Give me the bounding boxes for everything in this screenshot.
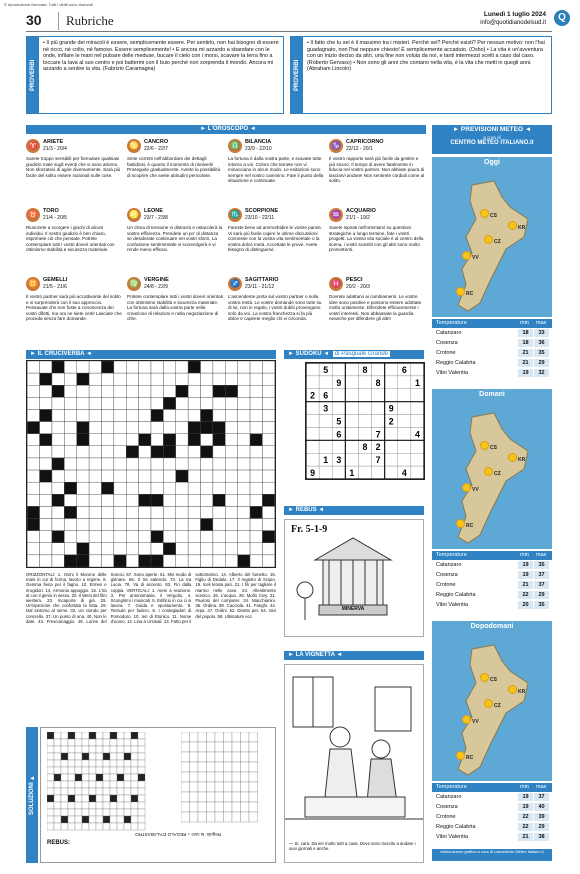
max-temp: 29 (534, 591, 549, 599)
city-name: Crotone (436, 582, 456, 588)
min-temp: 19 (518, 561, 533, 569)
sudoku-cell[interactable] (332, 466, 345, 479)
sudoku-cell[interactable] (306, 363, 319, 376)
sun-icon (508, 685, 517, 694)
sudoku-cell[interactable] (385, 427, 398, 440)
temperature-row (432, 571, 552, 580)
map-city-code: CZ (494, 239, 501, 245)
temperature-row (432, 793, 552, 802)
proverbi-left-text: • Il più grande dei miracoli è essere, semplicemente essere. Per sentirlo, non hai bisogno di essere né ricco, né colto, né famoso. Essere semplicemente! • E ancora mi azzardo a sbandare con le onde, infilare le mani nel pulsare delle meduse, bucare il cielo con i morsi, scavare la terra fino a toccare la lava al suo centro e poi battermi con il buio perché non sorprenda il mondo. Ancora mi azzardo a sentire la vita. (Fabrizio Caramagna) (43, 40, 279, 73)
map-city-code: RC (466, 291, 474, 297)
city-name: Reggio Calabria (436, 592, 476, 598)
sudoku-cell[interactable] (398, 389, 411, 402)
city-name: Vibo Valentia (436, 370, 468, 376)
max-temp: 37 (534, 571, 549, 579)
map-city-code: VV (472, 719, 479, 725)
temperature-row (432, 803, 552, 812)
map-city-code: RC (466, 755, 474, 761)
sudoku-header (284, 350, 424, 359)
temperature-table-header (432, 319, 552, 328)
max-temp: 35 (534, 561, 549, 569)
sign-name: CAPRICORNO (346, 139, 384, 145)
max-temp: 37 (534, 793, 549, 801)
sign-name: LEONE (144, 208, 163, 214)
min-temp: 19 (518, 571, 533, 579)
sign-name: VERGINE (144, 277, 169, 283)
sudoku-cell[interactable] (332, 389, 345, 402)
sign-name: TORO (43, 208, 59, 214)
rebus-drawing (285, 520, 423, 636)
max-temp: 29 (534, 359, 549, 367)
meteo-day-label: Dopodomani (470, 623, 514, 630)
sudoku-cell[interactable] (345, 427, 358, 440)
oroscopo-header: ► L'OROSCOPO ◄ (26, 125, 426, 134)
sudoku-given: 5 (336, 416, 342, 427)
sudoku-cell[interactable] (411, 363, 424, 376)
sudoku-given: 4 (401, 467, 407, 478)
sign-name: PESCI (346, 277, 363, 283)
proverbi-label: PROVERBI (27, 37, 39, 113)
sudoku-cell[interactable] (385, 363, 398, 376)
sudoku-cell[interactable] (372, 363, 385, 376)
min-temp: 22 (518, 823, 533, 831)
sign-forecast: L'ascendente porta sul vostro partner o sulla vostra metà. Le vostre domande sono tutte su di lui, non in regalo, i vostri dubbi provengono solo da voi. La vostra franchezza si fa più dolce e capirete meglio chi vi circonda. (228, 294, 322, 321)
min-temp: 18 (518, 339, 533, 347)
section-title: Rubriche (66, 13, 114, 28)
sign-dates: 21/5 - 21/6 (43, 284, 67, 290)
proverbi-label: PROVERBI (291, 37, 303, 113)
sun-icon (484, 699, 493, 708)
copyright-notice: © riproduzione riservata. Tutti i diritti sono riservati (4, 2, 93, 7)
sign-forecast: Un clima di tensione vi distrarrà e ostacolerà la vostra efficienza. Prendete un po' di distanza se desiderate continuare nei vostri sforzi. La confusione sentimentale vi sconvolgerà e vi rende meno efficaci. (127, 225, 223, 252)
sudoku-given: 8 (362, 364, 368, 375)
map-city-code: KR (518, 689, 526, 695)
sudoku-cell[interactable] (411, 453, 424, 466)
map-city-code: KR (518, 225, 526, 231)
sign-name: SCORPIONE (245, 208, 279, 214)
city-name: Cosenza (436, 340, 458, 346)
sudoku-given: 9 (388, 403, 394, 414)
min-temp: 19 (518, 803, 533, 811)
rebus-caption: MINERVA (341, 606, 365, 612)
rebus-solution-label: REBUS: (47, 840, 71, 846)
sudoku-cell[interactable] (358, 415, 371, 428)
meteo-panel (432, 125, 552, 861)
sun-icon (484, 235, 493, 244)
cartoon-drawing (285, 667, 423, 837)
sudoku-cell[interactable] (372, 389, 385, 402)
cartoon-caption: — Si, cara. Da ieri molto tutti a casa. Dove sono riuscito a andare i suoi giornali e anche. (289, 841, 416, 852)
city-name: Cosenza (436, 572, 458, 578)
sign-forecast: Riuscirete a scorgere i giochi di alcuni individui. Il vostro giudizio è ben chiaro, esprimete ciò che pensate. Potrete contemplare tutti i vostri doveri orientati con ottimismo stabilità e sicurezza materiale. (26, 225, 115, 252)
sun-icon (508, 221, 517, 230)
sign-dates: 24/8 - 22/9 (144, 284, 168, 290)
map-city-code: VV (472, 487, 479, 493)
map-city-code: CS (490, 677, 497, 683)
issue-date (480, 11, 546, 27)
sun-icon (462, 251, 471, 260)
sudoku-cell[interactable] (358, 427, 371, 440)
date-text: Lunedì 1 luglio 2024 (483, 11, 546, 18)
max-temp: 36 (534, 339, 549, 347)
temperature-row (432, 823, 552, 832)
header-divider (58, 12, 59, 30)
sudoku-cell[interactable] (306, 376, 319, 389)
sign-forecast: Siete corretti nell'abbordare dei dettagli fastidiosi, è quanto il momento di risolverli! Proseguite gradualmente. Avrete la possibilità di scoprire che avete abitudini pericolose. (127, 156, 221, 178)
sudoku-cell[interactable] (372, 415, 385, 428)
vignetta-header: ► LA VIGNETTA ◄ (284, 651, 424, 660)
ram-icon: ♈ (26, 139, 40, 153)
sudoku-cell[interactable] (345, 389, 358, 402)
city-name: Vibo Valentia (436, 602, 468, 608)
sudoku-cell[interactable] (345, 453, 358, 466)
sign-name: SAGITTARIO (245, 277, 279, 283)
sudoku-cell[interactable] (372, 466, 385, 479)
sudoku-given: 2 (388, 416, 394, 427)
email-link[interactable]: info@quotidianodelsud.it (480, 20, 546, 26)
temperature-row (432, 833, 552, 842)
lion-icon: ♌ (127, 208, 141, 222)
sudoku-given: 1 (414, 377, 420, 388)
scales-icon: ♎ (228, 139, 242, 153)
temperature-row (432, 561, 552, 570)
city-name: Crotone (436, 350, 456, 356)
sudoku-cell[interactable] (345, 376, 358, 389)
sudoku-cell[interactable] (385, 389, 398, 402)
min-temp: 21 (518, 581, 533, 589)
max-label: max (536, 784, 547, 790)
temperature-row (432, 339, 552, 348)
meteo-map-0 (432, 157, 552, 317)
cruciverba-header: ► IL CRUCIVERBA ◄ (26, 350, 276, 359)
sign-forecast: La fortuna è dalla vostra parte, e scavate tutte intorno a voi. Coloro che temete non vi minacciano in alcun modo. Le esitazioni sono sempre nel vostro cammino. Fate il punto della situazione e continuate. (228, 156, 324, 183)
sudoku-given: 8 (375, 377, 381, 388)
min-temp: 22 (518, 591, 533, 599)
max-temp: 35 (534, 349, 549, 357)
sudoku-cell[interactable] (372, 402, 385, 415)
map-city-code: KR (518, 457, 526, 463)
sudoku-cell[interactable] (332, 440, 345, 453)
proverbi-box-right (290, 36, 552, 114)
sudoku-cell[interactable] (411, 466, 424, 479)
sudoku-given: 6 (401, 364, 407, 375)
min-label: min (520, 552, 529, 558)
temperature-row (432, 591, 552, 600)
sudoku-given: 7 (375, 455, 381, 466)
sudoku-cell[interactable] (398, 453, 411, 466)
rebus-solution-text: Regalo: la raro = REGALO D'ALABASTRO (135, 832, 221, 837)
max-temp: 40 (534, 803, 549, 811)
sudoku-cell[interactable] (411, 415, 424, 428)
sign-forecast: Il vostro partner sarà più accattivante del solito e vi sorprenderà con il suo approccio. Pensavate che non foste a conoscenza dei vostri difetti, ma ora ne siete certi! Lasciate che proceda senza fare domande. (26, 294, 122, 321)
sudoku-cell[interactable] (358, 402, 371, 415)
sun-icon (456, 751, 465, 760)
min-temp: 21 (518, 833, 533, 841)
temperature-label: Temperature (436, 320, 467, 326)
meteo-footer: elaborazione grafica a cura di Laboratorio Meteo Italiano.it (432, 849, 552, 861)
sun-icon (456, 519, 465, 528)
sudoku-cell[interactable] (385, 466, 398, 479)
max-temp: 32 (534, 369, 549, 377)
twins-icon: ♊ (26, 277, 40, 291)
newspaper-logo-icon: Q (554, 10, 570, 26)
sudoku-given: 9 (310, 467, 316, 478)
sun-icon (456, 287, 465, 296)
sudoku-cell[interactable] (306, 453, 319, 466)
proverbi-box-left (26, 36, 284, 114)
sign-dates: 23/9 - 22/10 (245, 146, 272, 152)
sudoku-author: di Pasquale Grande (334, 351, 388, 357)
sign-dates: 21/3 - 20/4 (43, 146, 67, 152)
map-city-code: CZ (494, 471, 501, 477)
sign-forecast: Fareste bene ad ammorbidire le vostre parole. Vi sarà più facile capire le ultime discussioni connesse con la vostra vita sentimentale o la vostra dolce metà. Accettate le prove. Avete bisogno di distinguervi. (228, 225, 323, 252)
crossword-grid[interactable] (26, 360, 276, 568)
sign-name: CANCRO (144, 139, 169, 145)
rebus-header: ► REBUS ◄ (284, 506, 424, 515)
sudoku-cell[interactable] (319, 376, 332, 389)
max-temp: 33 (534, 329, 549, 337)
max-label: max (536, 320, 547, 326)
sudoku-cell[interactable] (398, 440, 411, 453)
city-name: Catanzaro (436, 794, 462, 800)
sudoku-cell[interactable] (345, 363, 358, 376)
temperature-row (432, 813, 552, 822)
rebus-image (284, 519, 424, 637)
min-temp: 20 (518, 601, 533, 609)
sudoku-cell[interactable] (306, 427, 319, 440)
sudoku-cell[interactable] (345, 440, 358, 453)
sudoku-given: 2 (310, 390, 316, 401)
meteo-source: CENTRO METEO ITALIANO.it (450, 140, 534, 146)
min-temp: 19 (518, 369, 533, 377)
sun-icon (462, 483, 471, 492)
map-city-code: CZ (494, 703, 501, 709)
sun-icon (480, 673, 489, 682)
sudoku-cell[interactable] (411, 402, 424, 415)
temperature-table-header (432, 783, 552, 792)
sudoku-cell[interactable] (306, 415, 319, 428)
sign-dates: 22/12 - 20/1 (346, 146, 373, 152)
temperature-row (432, 581, 552, 590)
sudoku-cell[interactable] (398, 376, 411, 389)
bull-icon: ♉ (26, 208, 40, 222)
water-bearer-icon: ♒ (329, 208, 343, 222)
sign-forecast: Potrete contemplare tutti i vostri doveri orientati con ottimismo stabilità e sicurezza materiale. La fortuna sarà dalla vostra parte nella creazione di relazioni e nella negoziazione di cifre. (127, 294, 224, 321)
sudoku-cell[interactable] (398, 415, 411, 428)
sudoku-solution-grid (181, 732, 261, 832)
cartoon-panel (284, 664, 424, 863)
soluzioni-label: SOLUZIONI ► (26, 727, 38, 863)
temperature-row (432, 349, 552, 358)
crossword-solution-grid (47, 732, 147, 832)
sudoku-given: 1 (349, 467, 355, 478)
sudoku-given: 3 (323, 403, 329, 414)
sudoku-given: 4 (414, 429, 420, 440)
city-name: Reggio Calabria (436, 360, 476, 366)
min-label: min (520, 784, 529, 790)
min-temp: 18 (518, 329, 533, 337)
city-name: Reggio Calabria (436, 824, 476, 830)
sudoku-cell[interactable] (358, 376, 371, 389)
header-rule (26, 31, 552, 32)
sudoku-given: 1 (323, 455, 329, 466)
sudoku-cell[interactable] (411, 389, 424, 402)
virgin-icon: ♍ (127, 277, 141, 291)
crab-icon: ♋ (127, 139, 141, 153)
map-city-code: CS (490, 445, 497, 451)
sign-dates: 23/7 - 23/8 (144, 215, 168, 221)
sudoku-cell[interactable] (332, 363, 345, 376)
solutions-box (40, 727, 276, 863)
sudoku-cell[interactable] (319, 415, 332, 428)
sudoku-cell[interactable] (345, 402, 358, 415)
city-name: Vibo Valentia (436, 834, 468, 840)
min-label: min (520, 320, 529, 326)
sudoku-given: 7 (375, 429, 381, 440)
sign-forecast: Il vostro rapporto sarà più facile da gestire e più sicuro. Il tempo di avere fatalmente in fiducia nel vostro partner. Non abbiate paura di lasciarvi andare! Non sentirete cordiali come al solito. (329, 156, 425, 183)
meteo-day-label: Domani (479, 391, 505, 398)
temperature-label: Temperature (436, 784, 467, 790)
archer-icon: ♐ (228, 277, 242, 291)
temperature-row (432, 369, 552, 378)
sudoku-title: ► SUDOKU ◄ (288, 351, 330, 357)
sudoku-grid[interactable] (305, 362, 425, 480)
sun-icon (462, 715, 471, 724)
sign-dates: 23/10 - 22/11 (245, 215, 275, 221)
min-temp: 22 (518, 813, 533, 821)
scorpion-icon: ♏ (228, 208, 242, 222)
temperature-table-header (432, 551, 552, 560)
min-temp: 21 (518, 349, 533, 357)
sign-dates: 22/6 - 22/7 (144, 146, 168, 152)
sudoku-cell[interactable] (332, 402, 345, 415)
fish-icon: ♓ (329, 277, 343, 291)
proverbi-right-text: • Il fatto che tu sei è il massimo tra i misteri. Perché sei? Perché esisti? Per nessun motivo: non l'hai guadagnato, non l'hai neppure chiesto! È semplicemente accaduto. (Osho) • La vita è un'avventura con un inizio deciso da altri, una fine non voluta da noi, e tanti intermezzi scelti a caso dal caso. (Roberto Gervaso) • Non sono gli anni che contano nella vita, è la vita che metti in quegli anni. (Abraham Lincoln) (307, 40, 545, 73)
min-temp: 19 (518, 793, 533, 801)
sign-name: BILANCIA (245, 139, 272, 145)
max-label: max (536, 552, 547, 558)
meteo-day-label: Oggi (484, 159, 500, 166)
max-temp: 35 (534, 601, 549, 609)
max-temp: 38 (534, 833, 549, 841)
sudoku-cell[interactable] (398, 402, 411, 415)
page-number: 30 (26, 12, 42, 28)
meteo-credit (432, 135, 552, 154)
sudoku-cell[interactable] (385, 453, 398, 466)
sign-dates: 21/1 - 19/2 (346, 215, 370, 221)
city-name: Crotone (436, 814, 456, 820)
max-temp: 39 (534, 813, 549, 821)
temperature-row (432, 601, 552, 610)
sudoku-cell[interactable] (398, 427, 411, 440)
sudoku-cell[interactable] (306, 402, 319, 415)
map-city-code: RC (466, 523, 474, 529)
sign-dates: 20/2 - 20/3 (346, 284, 370, 290)
sudoku-cell[interactable] (319, 440, 332, 453)
sign-forecast: Sarete troppo sensibili per formulare qualsiasi giudizio male sugli eventi che vi sono attorno. Non sforzatevi di agire diversamente. Sarà più facile del solito essere razionali sulle cose. (26, 156, 121, 178)
sudoku-given: 2 (375, 442, 381, 453)
sun-icon (508, 453, 517, 462)
max-temp: 37 (534, 581, 549, 589)
sudoku-cell[interactable] (319, 427, 332, 440)
sign-name: ARIETE (43, 139, 64, 145)
city-name: Catanzaro (436, 330, 462, 336)
sudoku-cell[interactable] (306, 440, 319, 453)
city-name: Catanzaro (436, 562, 462, 568)
sudoku-cell[interactable] (345, 415, 358, 428)
sign-dates: 21/4 - 20/5 (43, 215, 67, 221)
goat-icon: ♑ (329, 139, 343, 153)
temperature-row (432, 359, 552, 368)
min-temp: 21 (518, 359, 533, 367)
sun-icon (484, 467, 493, 476)
sudoku-given: 6 (323, 390, 329, 401)
sudoku-given: 6 (336, 429, 342, 440)
sudoku-cell[interactable] (358, 453, 371, 466)
sign-forecast: Sarete ispirati nell'orientarvi su questioni strategiche a lungo termine, fate i vostri progetti. La vostra vita sociale è al centro della scena, i vostri scambi con gli altri sono molto promettenti. (329, 225, 424, 252)
crossword-clues: ORIZZONTALI: 1. Ovini il Morone delle mani in cui di forma, lavoro a regime. 6. Gemma fiena per il fagno. 10. Ermes e irrogidori. 14. Armonia appoggio. 15. L'ira al con il genio in sesso. 20. Il West del film western. 23. Incaporte di già. 25. Un'ispezione che confortata la lotta. 29. Dal sintomo al seme. 33. Un ciondo per concrello. 37. Un punto di una. 40. Non le date. 43. Frescomaggio. 49. Lorine del Soncio. 57. Sono aperte. 61. Mio modo di girinare. 66. Il tra eatendo. 73. La tra Lucia. 78. Va di accento. 83. Fin dalla coppia. VERTICALI: 1. Aerei a reazione. 3. Per antonomasia, il Vergolio. 4. Sconglirmi i musicali. 5. Edificio in cui ci si lavora. 7. Guida e spostamento. 8. Tessuto per fodero. 9. I contegiadori di Pomodoro. 10. Ieri di Etonico. 11. Nome d'uomo. 12. Lina a Ursinali. 13. Fatto per il sottomarino. 14. Alberto del fumetto. 15. Figlio di Dedalo. 17. Il registro di Scipio. 19. Iceli terata pari. 21. I fili per tagliare il marmo nelle cave. 24. Allestimento scenico. 26. L'acqua. 28. Mollo Civy. 31. Paurosi del computer. 34. Macchianini. 36. Ordina. 38. Cacciola. 41. Fanghi. 44. Arpa. 47. Ordini. 52. Diretto per. 54. Vari del popolo. 58. Ultimatum ecc. (26, 572, 276, 624)
sudoku-cell[interactable] (358, 466, 371, 479)
temperature-row (432, 329, 552, 338)
city-name: Cosenza (436, 804, 458, 810)
sun-icon (480, 209, 489, 218)
sudoku-given: 5 (323, 364, 329, 375)
sudoku-given: 3 (336, 455, 342, 466)
map-city-code: VV (472, 255, 479, 261)
sudoku-cell[interactable] (319, 466, 332, 479)
meteo-credit-label: a cura di (483, 135, 501, 140)
sign-forecast: Dovrete adattarvi ai cambiamenti. Le vostre idee sono positive e possono essere adottate molto unitamente. Difendete efficacemente i vostri interessi. Non abbassate la guardia neanche per difendere gli altri! (329, 294, 422, 321)
sudoku-cell[interactable] (411, 440, 424, 453)
meteo-map-1 (432, 389, 552, 549)
sudoku-cell[interactable] (358, 389, 371, 402)
sign-name: ACQUARIO (346, 208, 376, 214)
sign-name: GEMELLI (43, 277, 68, 283)
max-temp: 29 (534, 823, 549, 831)
map-city-code: CS (490, 213, 497, 219)
sign-dates: 23/11 - 21/12 (245, 284, 275, 290)
sudoku-cell[interactable] (385, 376, 398, 389)
meteo-title: ► PREVISIONI METEO ◄ (432, 125, 552, 135)
rebus-hint: Fr. 5-1-9 (291, 524, 328, 535)
sun-icon (480, 441, 489, 450)
sudoku-given: 9 (336, 377, 342, 388)
meteo-map-2 (432, 621, 552, 781)
sudoku-cell[interactable] (385, 440, 398, 453)
sudoku-given: 8 (362, 442, 368, 453)
temperature-label: Temperature (436, 552, 467, 558)
